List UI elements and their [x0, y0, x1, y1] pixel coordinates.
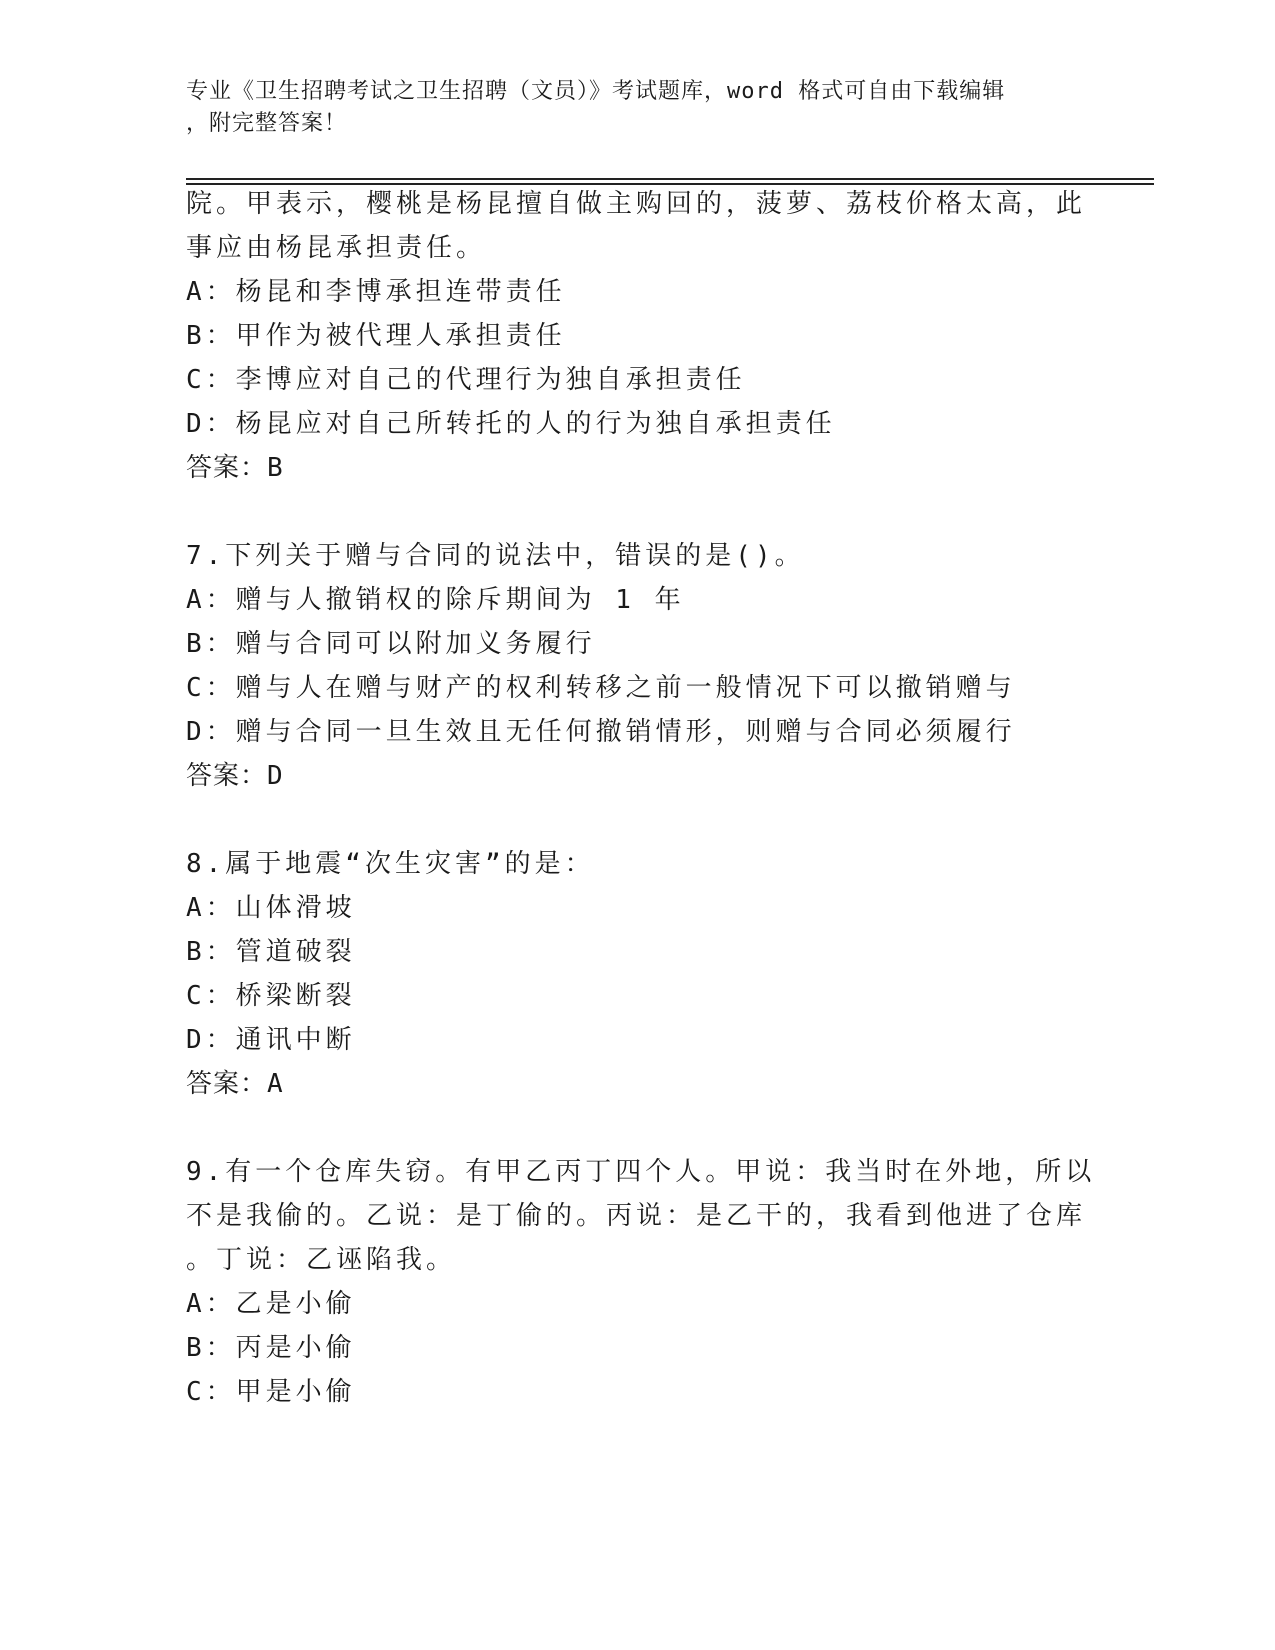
- q7-option-d: D：赠与合同一旦生效且无任何撤销情形，则赠与合同必须履行: [186, 717, 1016, 747]
- document-header: [186, 76, 1066, 140]
- q7-option-c: C：赠与人在赠与财产的权利转移之前一般情况下可以撤销赠与: [186, 673, 1016, 703]
- q8-option-b: B：管道破裂: [186, 937, 356, 967]
- q9-option-c: C：甲是小偷: [186, 1377, 356, 1407]
- q7-stem: 7.下列关于赠与合同的说法中，错误的是()。: [186, 541, 805, 571]
- q8-answer: 答案：A: [186, 1069, 284, 1099]
- q7-answer: 答案：D: [186, 761, 284, 791]
- header-line-1: 专业《卫生招聘考试之卫生招聘（文员）》考试题库，word 格式可自由下载编辑: [186, 79, 1006, 104]
- q9-option-b: B：丙是小偷: [186, 1333, 356, 1363]
- header-line-2: ，附完整答案！: [186, 111, 348, 136]
- q6-option-c: C：李博应对自己的代理行为独自承担责任: [186, 365, 746, 395]
- q7-option-b: B：赠与合同可以附加义务履行: [186, 629, 596, 659]
- q9-option-a: A：乙是小偷: [186, 1289, 356, 1319]
- q9-stem-line-1: 9.有一个仓库失窃。有甲乙丙丁四个人。甲说：我当时在外地，所以: [186, 1157, 1096, 1187]
- q8-option-a: A：山体滑坡: [186, 893, 356, 923]
- q8-option-c: C：桥梁断裂: [186, 981, 356, 1011]
- q9-stem-line-3: 。丁说：乙诬陷我。: [186, 1245, 457, 1275]
- header-rule-bottom: [186, 183, 1154, 185]
- q7-option-a: A：赠与人撤销权的除斥期间为 1 年: [186, 585, 685, 615]
- q8-option-d: D：通讯中断: [186, 1025, 356, 1055]
- q6-option-a: A：杨昆和李博承担连带责任: [186, 277, 566, 307]
- q6-stem-line-1: 院。甲表示，樱桃是杨昆擅自做主购回的，菠萝、荔枝价格太高，此: [186, 189, 1087, 219]
- q6-answer: 答案：B: [186, 453, 284, 483]
- header-rule-top: [186, 178, 1154, 180]
- q9-stem-line-2: 不是我偷的。乙说：是丁偷的。丙说：是乙干的，我看到他进了仓库: [186, 1201, 1087, 1231]
- q6-option-d: D：杨昆应对自己所转托的人的行为独自承担责任: [186, 409, 836, 439]
- q6-stem-line-2: 事应由杨昆承担责任。: [186, 233, 487, 263]
- q6-option-b: B：甲作为被代理人承担责任: [186, 321, 566, 351]
- q8-stem: 8.属于地震“次生灾害”的是：: [186, 849, 595, 879]
